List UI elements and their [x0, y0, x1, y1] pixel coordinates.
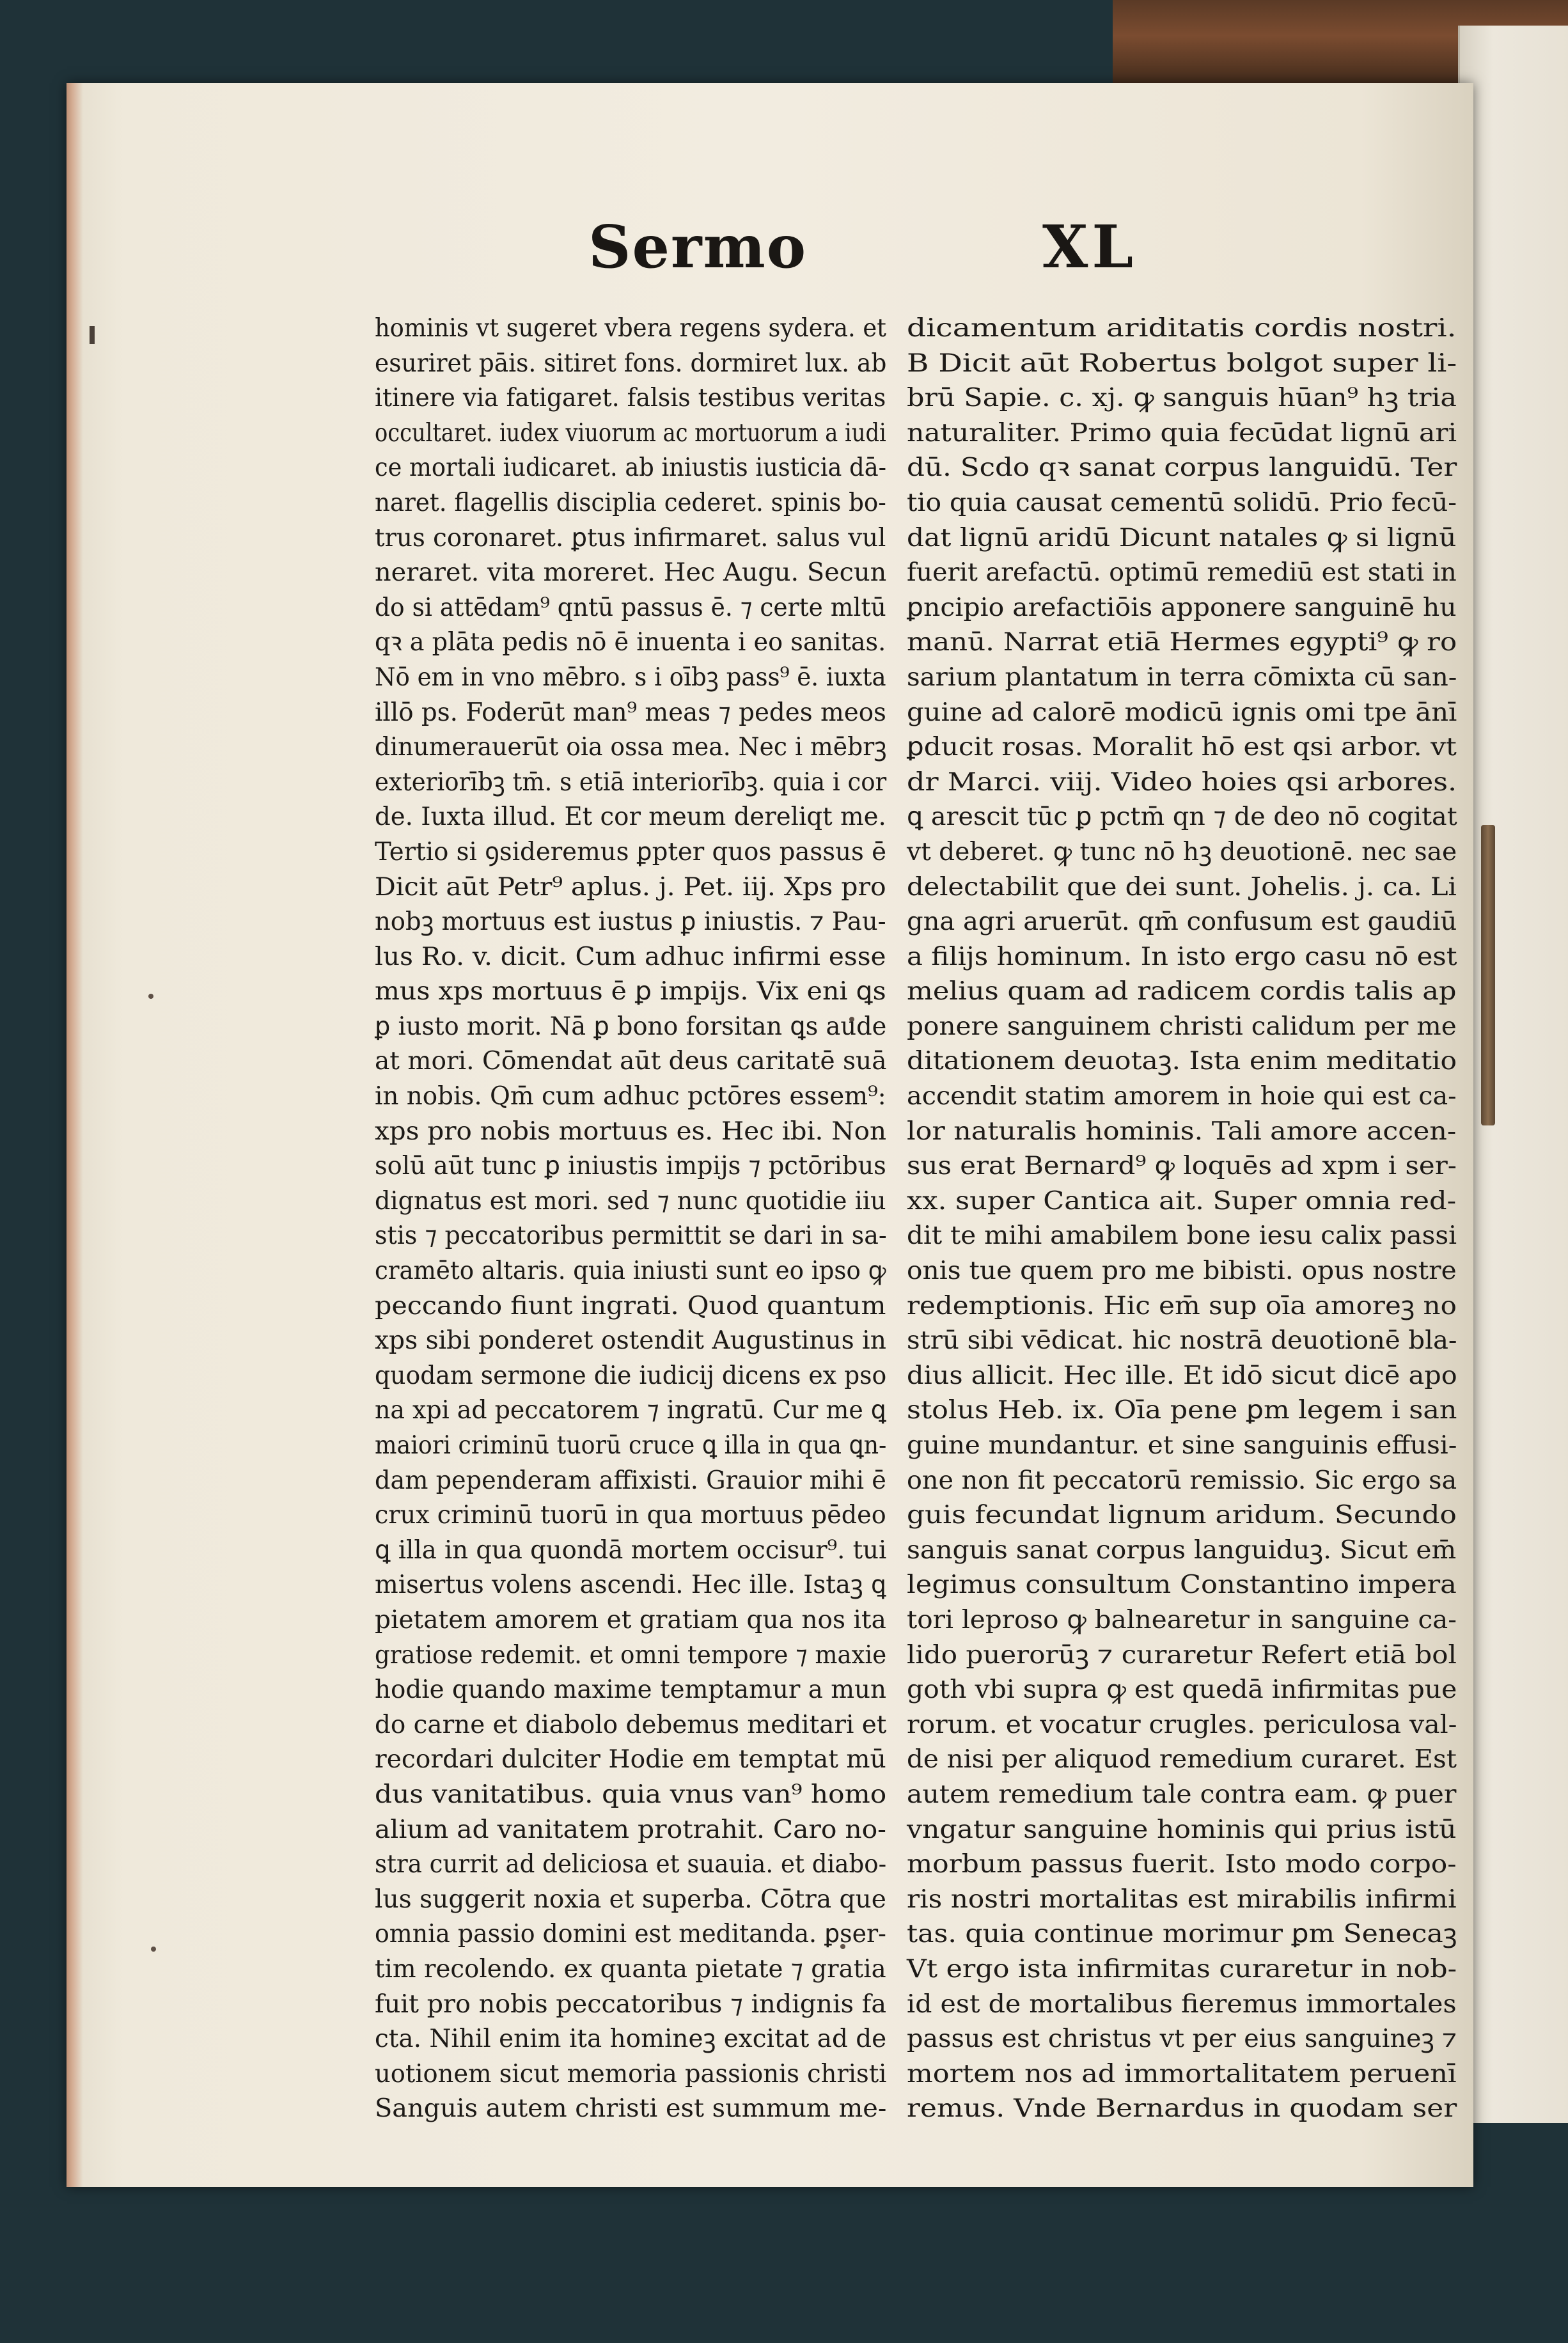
text-line: lor naturalis hominis. Tali amore accen-: [907, 1116, 1457, 1146]
text-line: melius quam ad radicem cordis talis ap: [907, 976, 1457, 1007]
text-line: solū aūt tunc ꝑ iniustis impijs ⁊ pctōribus: [375, 1151, 886, 1181]
text-line: xps sibi ponderet ostendit Augustinus in: [375, 1326, 886, 1356]
text-line: dam pependeram affixisti. Grauior mihi ē: [375, 1465, 886, 1495]
text-line: delectabilit que dei sunt. Johelis. j. ca. Li: [907, 872, 1457, 902]
text-line: dit te mihi amabilem bone iesu calix passi: [907, 1221, 1457, 1251]
text-line: one non fit peccatorū remissio. Sic ergo sa: [907, 1465, 1457, 1495]
text-line: dr Marci. viij. Video hoies qsi arbores.: [907, 767, 1457, 797]
text-line: id est de mortalibus fieremus immortales: [907, 1989, 1457, 2019]
text-line: ditationem deuotaꝫ. Ista enim meditatio: [907, 1046, 1457, 1076]
text-line: in nobis. Qm̄ cum adhuc pctōres essem⁹:: [375, 1081, 886, 1111]
text-line: vngatur sanguine hominis qui prius istū: [907, 1814, 1457, 1844]
text-line: lido puerorūꝫ ⁊ curaretur Refert etiā bol: [907, 1640, 1457, 1670]
text-line: stolus Heb. ix. Oīa pene ꝑm legem i san: [907, 1395, 1457, 1425]
text-line: B Dicit aūt Robertus bolgot super li-: [907, 348, 1457, 378]
text-line: neraret. vita moreret. Hec Augu. Secun: [375, 558, 887, 588]
text-line: misertus volens ascendi. Hec ille. Istaꝫ ꝗ: [375, 1570, 886, 1600]
text-line: alium ad vanitatem protrahit. Caro no-: [375, 1814, 886, 1844]
text-line: legimus consultum Constantino impera: [907, 1570, 1457, 1600]
text-line: de. Iuxta illud. Et cor meum dereliqt me.: [375, 802, 886, 832]
text-line: recordari dulciter Hodie em temptat mū: [375, 1744, 886, 1775]
text-line: esuriret pāis. sitiret fons. dormiret lux. ab: [375, 348, 887, 378]
text-line: accendit statim amorem in hoie qui est ca-: [907, 1081, 1457, 1111]
text-line: dicamentum ariditatis cordis nostri.: [907, 313, 1457, 343]
text-line: Vt ergo ista infirmitas curaretur in nob-: [907, 1954, 1457, 1984]
text-line: remus. Vnde Bernardus in quodam ser: [907, 2094, 1457, 2124]
text-column-left: [375, 311, 886, 2126]
text-line: ꝗ arescit tūc ꝑ pctm̄ qn ⁊ de deo nō cogitat: [907, 802, 1457, 832]
text-line: mus xps mortuus ē ꝑ impijs. Vix eni ꝗs: [375, 976, 886, 1007]
text-line: lus suggerit noxia et superba. Cōtra que: [375, 1884, 886, 1914]
text-line: ꝑncipio arefactiōis apponere sanguinē hu: [907, 592, 1457, 622]
text-line: naturaliter. Primo quia fecūdat lignū ari: [907, 418, 1457, 448]
text-line: goth vbi supra ꝙ est quedā infirmitas pue: [907, 1675, 1457, 1705]
text-line: sanguis sanat corpus languiduꝫ. Sicut em̄: [907, 1535, 1457, 1565]
text-line: ꝑducit rosas. Moralit hō est qsi arbor. vt: [907, 732, 1457, 762]
margin-dot: [148, 994, 153, 999]
text-line: tio quia causat cementū solidū. Prio fecū-: [907, 487, 1457, 517]
text-line: Nō em in vno mēbro. s i oībꝫ pass⁹ ē. iuxta: [375, 662, 886, 692]
text-line: lus Ro. v. dicit. Cum adhuc infirmi esse: [375, 941, 886, 971]
text-line: xps pro nobis mortuus es. Hec ibi. Non: [375, 1116, 887, 1146]
text-line: omnia passio domini est meditanda. ꝑser-: [375, 1919, 886, 1949]
text-line: Dicit aūt Petr⁹ aplus. j. Pet. iij. Xps pro: [375, 872, 886, 902]
text-line: uotionem sicut memoria passionis christi: [375, 2058, 887, 2088]
text-line: peccando fiunt ingrati. Quod quantum: [375, 1290, 886, 1320]
text-line: hodie quando maxime temptamur a mun: [375, 1675, 887, 1705]
text-line: cta. Nihil enim ita homineꝫ excitat ad de: [375, 2024, 887, 2054]
text-line: cramēto altaris. quia iniusti sunt eo ipso ꝙ: [375, 1256, 886, 1286]
text-line: do carne et diabolo debemus meditari et: [375, 1709, 887, 1739]
page-gutter-edge: [67, 83, 83, 2187]
text-line: xx. super Cantica ait. Super omnia red-: [907, 1186, 1457, 1216]
text-line: rorum. et vocatur crugles. periculosa val-: [907, 1709, 1457, 1739]
text-line: autem remedium tale contra eam. ꝙ puer: [907, 1779, 1457, 1809]
text-line: tim recolendo. ex quanta pietate ⁊ gratia: [375, 1954, 886, 1984]
text-line: vt deberet. ꝙ tunc nō hꝫ deuotionē. nec sae: [907, 836, 1457, 866]
text-line: at mori. Cōmendat aūt deus caritatē suā: [375, 1046, 887, 1076]
text-line: dus vanitatibus. quia vnus van⁹ homo: [375, 1779, 887, 1809]
text-line: trus coronaret. ꝑtus infirmaret. salus vul: [375, 522, 886, 552]
text-line: gna agri aruerūt. qm̄ confusum est gaudiū: [907, 907, 1457, 937]
text-line: nobꝫ mortuus est iustus ꝑ iniustis. ⁊ Pau-: [375, 907, 886, 937]
text-line: occultaret. iudex viuorum ac mortuorum a iudi: [375, 418, 886, 448]
text-line: sarium plantatum in terra cōmixta cū san-: [907, 662, 1457, 692]
text-line: manū. Narrat etiā Hermes egypti⁹ ꝙ ro: [907, 627, 1457, 657]
text-line: redemptionis. Hic em̄ sup oīa amoreꝫ no: [907, 1290, 1457, 1320]
text-line: dū. Scdo qꝛ sanat corpus languidū. Ter: [907, 453, 1457, 483]
text-line: exteriorībꝫ tm̄. s etiā interiorībꝫ. quia i cor: [375, 767, 887, 797]
text-line: dinumerauerūt oia ossa mea. Nec i mēbrꝫ: [375, 732, 887, 762]
text-line: brū Sapie. c. xj. ꝙ sanguis hūan⁹ hꝫ tria: [907, 383, 1457, 413]
text-line: crux criminū tuorū in qua mortuus pēdeo: [375, 1500, 886, 1530]
text-line: illō ps. Foderūt man⁹ meas ⁊ pedes meos: [375, 697, 886, 727]
text-line: naret. flagellis disciplia cederet. spinis bo-: [375, 487, 886, 517]
text-line: morbum passus fuerit. Isto modo corpo-: [907, 1849, 1457, 1879]
text-line: dignatus est mori. sed ⁊ nunc quotidie iiu: [375, 1186, 886, 1216]
text-line: stra currit ad deliciosa et suauia. et diabo-: [375, 1849, 887, 1879]
running-header-sermo: Sermo: [588, 212, 808, 281]
text-line: de nisi per aliquod remedium curaret. Est: [907, 1744, 1457, 1775]
text-line: ꝑ iusto morit. Nā ꝑ bono forsitan ꝗs aude: [375, 1011, 887, 1041]
margin-mark: [90, 326, 95, 344]
text-line: gratiose redemit. et omni tempore ⁊ maxie: [375, 1640, 887, 1670]
text-line: a filijs hominum. In isto ergo casu nō est: [907, 941, 1457, 971]
text-line: guine mundantur. et sine sanguinis effusi-: [907, 1430, 1457, 1460]
text-line: ꝗ illa in qua quondā mortem occisur⁹. tui: [375, 1535, 887, 1565]
text-line: quodam sermone die iudicij dicens ex pso: [375, 1360, 887, 1390]
text-line: fuerit arefactū. optimū remediū est stati in: [907, 558, 1457, 588]
text-line: passus est christus vt per eius sanguineꝫ ⁊: [907, 2024, 1457, 2054]
text-line: sus erat Bernard⁹ ꝙ loquēs ad xpm i ser-: [907, 1151, 1457, 1181]
text-line: dat lignū aridū Dicunt natales ꝙ si lignū: [907, 522, 1457, 552]
text-line: stis ⁊ peccatoribus permittit se dari in sa-: [375, 1221, 887, 1251]
text-line: hominis vt sugeret vbera regens sydera. et: [375, 313, 886, 343]
text-line: do si attēdam⁹ qntū passus ē. ⁊ certe mltū: [375, 592, 886, 622]
text-line: fuit pro nobis peccatoribus ⁊ indignis fa: [375, 1989, 887, 2019]
text-line: maiori criminū tuorū cruce ꝗ illa in qua ꝗn-: [375, 1430, 887, 1460]
text-line: tori leproso ꝙ balnearetur in sanguine ca-: [907, 1604, 1457, 1634]
text-line: qꝛ a plāta pedis nō ē inuenta i eo sanitas.: [375, 627, 886, 657]
text-line: onis tue quem pro me bibisti. opus nostre: [907, 1256, 1457, 1286]
text-line: ce mortali iudicaret. ab iniustis iusticia dā-: [375, 453, 887, 483]
text-line: tas. quia continue morimur ꝑm Senecaꝫ: [907, 1919, 1457, 1949]
text-line: strū sibi vēdicat. hic nostrā deuotionē bla-: [907, 1326, 1457, 1356]
text-line: ris nostri mortalitas est mirabilis infirmi: [907, 1884, 1457, 1914]
text-line: guine ad calorē modicū ignis omi tpe ānī: [907, 697, 1457, 727]
text-line: na xpi ad peccatorem ⁊ ingratū. Cur me ꝗ: [375, 1395, 886, 1425]
margin-dot: [151, 1947, 156, 1952]
text-line: itinere via fatigaret. falsis testibus veritas: [375, 383, 886, 413]
text-line: mortem nos ad immortalitatem peruenī: [907, 2058, 1457, 2088]
text-line: guis fecundat lignum aridum. Secundo: [907, 1500, 1457, 1530]
text-line: Tertio si ꝯsideremus ꝑpter quos passus ē: [375, 836, 887, 866]
text-line: dius allicit. Hec ille. Et idō sicut dicē apo: [907, 1360, 1457, 1390]
text-line: pietatem amorem et gratiam qua nos ita: [375, 1604, 886, 1634]
text-column-right: [907, 311, 1457, 2126]
running-header-number: XL: [1042, 212, 1138, 281]
text-line: Sanguis autem christi est summum me-: [375, 2094, 887, 2124]
text-line: ponere sanguinem christi calidum per me: [907, 1011, 1457, 1041]
